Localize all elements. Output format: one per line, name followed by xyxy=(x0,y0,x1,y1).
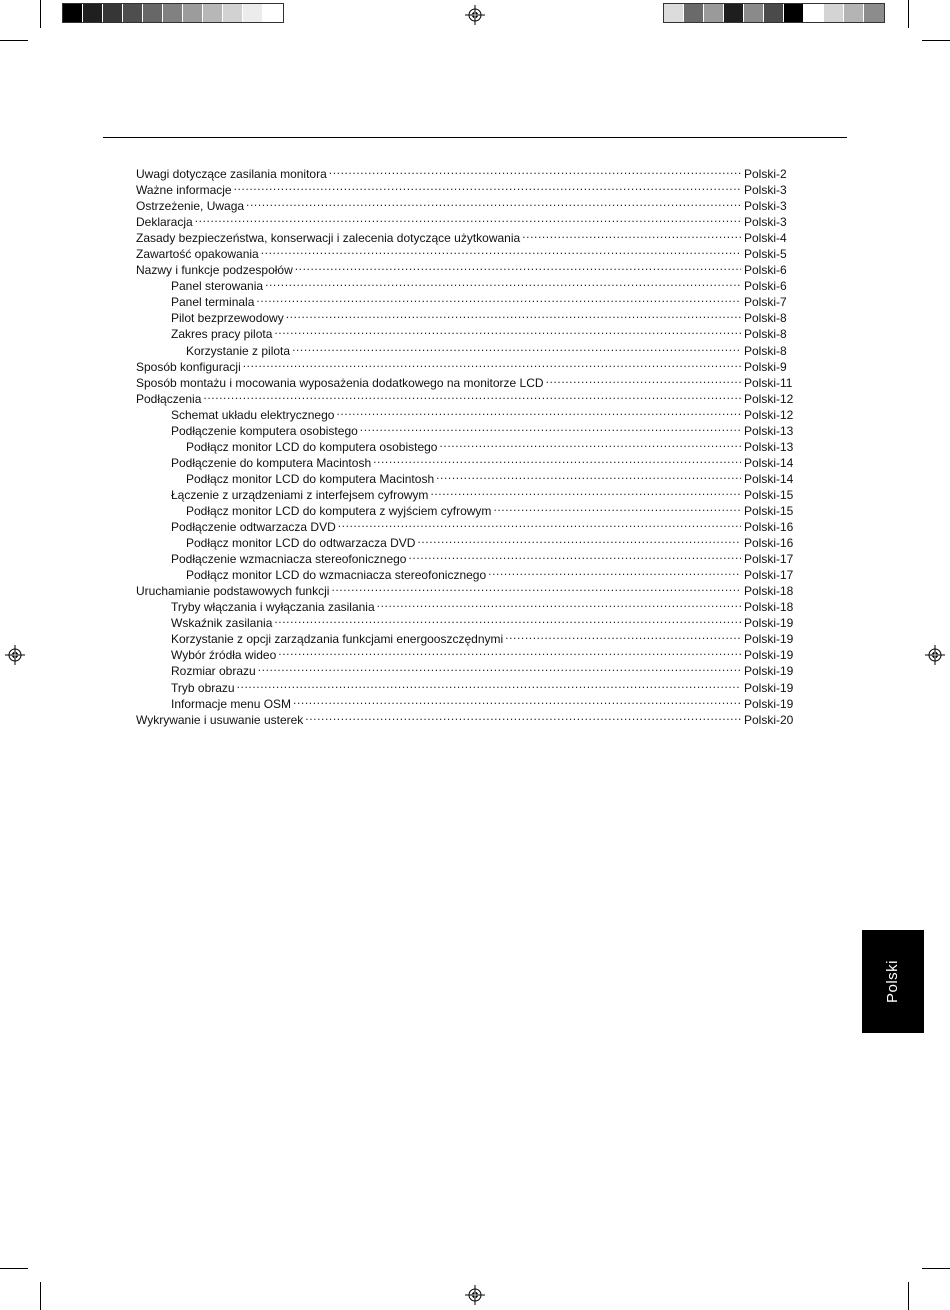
color-swatch xyxy=(704,4,724,22)
toc-entry-page: Polski-19 xyxy=(744,632,794,647)
toc-entry-page: Polski-17 xyxy=(744,568,794,583)
color-swatch xyxy=(844,4,864,22)
color-swatch xyxy=(203,4,223,22)
toc-entry-page: Polski-12 xyxy=(744,391,794,406)
crop-mark xyxy=(908,1282,909,1310)
toc-entry-title: Korzystanie z opcji zarządzania funkcjami energooszczędnymi xyxy=(171,632,504,647)
toc-entry-page: Polski-8 xyxy=(744,343,787,358)
toc-dot-leader xyxy=(258,659,741,675)
registration-mark-icon xyxy=(5,645,25,665)
toc-entry-page: Polski-16 xyxy=(744,520,794,535)
toc-dot-leader xyxy=(439,435,741,451)
toc-entry-title: Ostrzeżenie, Uwaga xyxy=(136,199,245,214)
toc-entry-title: Łączenie z urządzeniami z interfejsem cyfrowym xyxy=(171,487,429,502)
toc-entry-page: Polski-6 xyxy=(744,279,787,294)
toc-entry-title: Tryby włączania i wyłączania zasilania xyxy=(171,600,375,615)
color-swatch xyxy=(163,4,183,22)
toc-entry-page: Polski-14 xyxy=(744,455,794,470)
language-tab-label: Polski xyxy=(884,959,902,1004)
toc-dot-leader xyxy=(305,708,741,724)
toc-dot-leader xyxy=(417,531,741,547)
toc-entry-page: Polski-17 xyxy=(744,552,794,567)
toc-entry-title: Panel sterowania xyxy=(171,279,264,294)
toc-dot-leader xyxy=(522,226,741,242)
toc-entry-page: Polski-18 xyxy=(744,584,794,599)
toc-entry[interactable] xyxy=(136,178,798,198)
toc-entry-title: Podłączenie do komputera Macintosh xyxy=(171,455,372,470)
toc-dot-leader xyxy=(203,387,741,403)
color-swatch xyxy=(684,4,704,22)
color-swatch xyxy=(123,4,143,22)
toc-dot-leader xyxy=(292,339,741,355)
color-swatch xyxy=(83,4,103,22)
toc-entry-page: Polski-8 xyxy=(744,311,787,326)
toc-entry-page: Polski-11 xyxy=(744,375,793,390)
color-swatch xyxy=(223,4,243,22)
toc-dot-leader xyxy=(546,371,741,387)
color-swatch xyxy=(784,4,804,22)
toc-dot-leader xyxy=(505,627,741,643)
crop-mark xyxy=(0,1268,28,1269)
registration-mark-icon xyxy=(465,5,485,25)
toc-entry-title: Sposób konfiguracji xyxy=(136,359,241,374)
toc-entry-page: Polski-19 xyxy=(744,664,794,679)
toc-entry-page: Polski-16 xyxy=(744,536,794,551)
crop-mark xyxy=(0,40,28,41)
toc-dot-leader xyxy=(329,162,741,178)
toc-entry-page: Polski-13 xyxy=(744,439,794,454)
toc-entry-title: Tryb obrazu xyxy=(171,680,235,695)
toc-entry-title: Uwagi dotyczące zasilania monitora xyxy=(136,167,327,181)
color-swatch xyxy=(744,4,764,22)
toc-entry[interactable] xyxy=(136,194,798,214)
toc-dot-leader xyxy=(293,692,741,708)
toc-dot-leader xyxy=(261,242,741,258)
toc-entry-title: Schemat układu elektrycznego xyxy=(171,407,335,422)
toc-entry-title: Wybór źródła wideo xyxy=(171,648,277,663)
toc-entry-page: Polski-12 xyxy=(744,407,794,422)
toc-entry-title: Informacje menu OSM xyxy=(171,696,292,711)
color-swatch xyxy=(183,4,203,22)
color-swatch xyxy=(143,4,163,22)
toc-dot-leader xyxy=(295,258,741,274)
color-swatch xyxy=(724,4,744,22)
toc-dot-leader xyxy=(488,563,741,579)
toc-entry-page: Polski-20 xyxy=(744,712,794,727)
toc-entry-page: Polski-8 xyxy=(744,327,787,342)
toc-entry-page: Polski-3 xyxy=(744,215,787,230)
toc-entry-title: Sposób montażu i mocowania wyposażenia dodatkowego na monitorze LCD xyxy=(136,375,544,390)
toc-entry-page: Polski-9 xyxy=(744,359,787,374)
crop-mark xyxy=(40,1282,41,1310)
crop-mark xyxy=(908,0,909,28)
color-swatch xyxy=(63,4,83,22)
color-swatch xyxy=(804,4,824,22)
toc-entry-page: Polski-5 xyxy=(744,247,787,262)
color-swatch xyxy=(824,4,844,22)
color-swatch xyxy=(263,4,283,22)
toc-dot-leader xyxy=(493,499,741,515)
toc-entry-page: Polski-2 xyxy=(744,167,787,181)
toc-dot-leader xyxy=(278,643,741,659)
toc-dot-leader xyxy=(360,419,741,435)
toc-dot-leader xyxy=(265,274,741,290)
toc-dot-leader xyxy=(373,451,741,467)
color-swatch xyxy=(664,4,684,22)
toc-entry-title: Nazwy i funkcje podzespołów xyxy=(136,263,293,278)
toc-dot-leader xyxy=(331,579,741,595)
crop-mark xyxy=(922,40,950,41)
toc-entry-page: Polski-19 xyxy=(744,680,794,695)
color-swatch xyxy=(864,4,884,22)
header-rule xyxy=(103,137,847,138)
toc-entry-title: Podłącz monitor LCD do komputera osobistego xyxy=(186,439,438,454)
toc-dot-leader xyxy=(274,322,741,338)
toc-entry-title: Podłącz monitor LCD do wzmacniacza stereofonicznego xyxy=(186,568,487,583)
toc-dot-leader xyxy=(338,515,741,531)
color-swatch xyxy=(764,4,784,22)
toc-entry-page: Polski-13 xyxy=(744,423,794,438)
toc-entry-page: Polski-15 xyxy=(744,487,794,502)
toc-dot-leader xyxy=(274,611,741,627)
toc-entry-page: Polski-6 xyxy=(744,263,787,278)
toc-entry-page: Polski-15 xyxy=(744,503,794,518)
toc-entry-page: Polski-19 xyxy=(744,616,794,631)
toc-entry-title: Deklaracja xyxy=(136,215,193,230)
toc-dot-leader xyxy=(195,210,741,226)
toc-dot-leader xyxy=(256,290,741,306)
toc-dot-leader xyxy=(377,595,741,611)
toc-entry[interactable] xyxy=(136,403,798,422)
registration-mark-icon xyxy=(465,1285,485,1305)
toc-entry-page: Polski-14 xyxy=(744,471,794,486)
toc-entry-title: Wskaźnik zasilania xyxy=(171,616,273,631)
toc-entry-page: Polski-4 xyxy=(744,231,787,246)
toc-entry-title: Podłącz monitor LCD do komputera z wyjściem cyfrowym xyxy=(186,503,492,518)
toc-entry-title: Wykrywanie i usuwanie usterek xyxy=(136,712,304,727)
crop-mark xyxy=(922,1268,950,1269)
toc-entry-page: Polski-7 xyxy=(744,295,787,310)
toc-entry-page: Polski-3 xyxy=(744,199,787,214)
toc-dot-leader xyxy=(286,306,741,322)
toc-dot-leader xyxy=(243,355,741,371)
color-swatch xyxy=(243,4,263,22)
toc-entry-title: Korzystanie z pilota xyxy=(186,343,291,358)
toc-entry-title: Zakres pracy pilota xyxy=(171,327,273,342)
toc-entry-page: Polski-3 xyxy=(744,183,787,198)
toc-dot-leader xyxy=(436,467,741,483)
toc-entry-title: Uruchamianie podstawowych funkcji xyxy=(136,584,330,599)
toc-entry-title: Zawartość opakowania xyxy=(136,247,259,262)
toc-entry[interactable] xyxy=(136,226,798,246)
toc-dot-leader xyxy=(336,403,741,419)
toc-entry-title: Podłączenie wzmacniacza stereofonicznego xyxy=(171,552,407,567)
toc-entry-title: Ważne informacje xyxy=(136,183,232,198)
toc-entry-title: Rozmiar obrazu xyxy=(171,664,256,679)
toc-entry-title: Podłączenie komputera osobistego xyxy=(171,423,358,438)
table-of-contents xyxy=(136,162,798,727)
toc-dot-leader xyxy=(246,194,741,210)
registration-mark-icon xyxy=(925,645,945,665)
toc-dot-leader xyxy=(237,676,741,692)
toc-entry[interactable] xyxy=(136,162,798,181)
toc-dot-leader xyxy=(234,178,741,194)
crop-mark xyxy=(40,0,41,28)
toc-entry[interactable] xyxy=(136,210,798,230)
language-tab xyxy=(862,930,924,1033)
toc-entry[interactable] xyxy=(136,387,798,406)
toc-dot-leader xyxy=(430,483,741,499)
toc-entry-title: Pilot bezprzewodowy xyxy=(171,311,284,326)
toc-dot-leader xyxy=(408,547,741,563)
color-calibration-bar-left xyxy=(62,3,284,23)
toc-entry-title: Podłączenia xyxy=(136,391,202,406)
color-swatch xyxy=(103,4,123,22)
toc-entry-page: Polski-19 xyxy=(744,648,794,663)
toc-entry-title: Podłączenie odtwarzacza DVD xyxy=(171,520,336,535)
toc-entry-title: Podłącz monitor LCD do komputera Macintosh xyxy=(186,471,435,486)
toc-entry-page: Polski-18 xyxy=(744,600,794,615)
toc-entry-title: Zasady bezpieczeństwa, konserwacji i zalecenia dotyczące użytkowania xyxy=(136,231,521,246)
toc-entry-title: Podłącz monitor LCD do odtwarzacza DVD xyxy=(186,536,416,551)
color-calibration-bar-right xyxy=(663,3,885,23)
toc-entry-title: Panel terminala xyxy=(171,295,255,310)
toc-entry-page: Polski-19 xyxy=(744,696,794,711)
